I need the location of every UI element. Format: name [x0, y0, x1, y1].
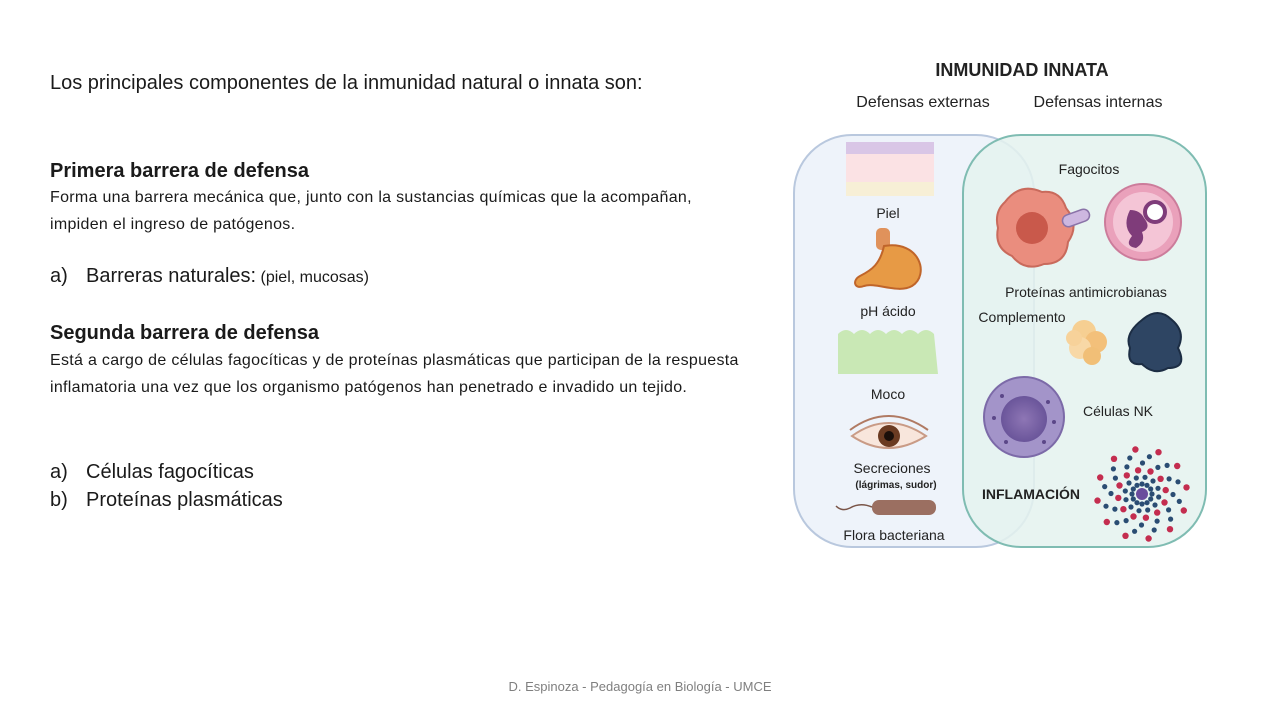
inflammation-dot — [1170, 492, 1175, 497]
inflammation-dot — [1097, 474, 1103, 480]
nk-cell-icon — [984, 377, 1064, 457]
inflammation-dot — [1130, 513, 1136, 519]
list-marker: b) — [50, 489, 68, 511]
inflammation-dot — [1147, 468, 1153, 474]
internal-header: Defensas internas — [1033, 94, 1163, 111]
label-antimicrobial-proteins: Proteínas antimicrobianas — [1005, 284, 1167, 300]
inflammation-dot — [1134, 475, 1139, 480]
inflammation-dot — [1134, 483, 1139, 488]
inflammation-dot — [1131, 486, 1136, 491]
inflammation-dot — [1115, 495, 1121, 501]
label-inflammation: INFLAMACIÓN — [982, 486, 1080, 502]
inflammation-dot — [1183, 484, 1189, 490]
inflammation-dot — [1155, 449, 1161, 455]
label-secretions: Secreciones — [853, 460, 931, 476]
inflammation-dot — [1150, 478, 1155, 483]
inflammation-dot — [1122, 533, 1128, 539]
inflammation-dot — [1154, 509, 1160, 515]
list-marker: a) — [50, 265, 68, 287]
list-label: Barreras naturales: — [86, 265, 257, 287]
inflammation-dot — [1111, 466, 1116, 471]
inflammation-dot — [1124, 472, 1130, 478]
inflammation-dot — [1139, 501, 1144, 506]
inflammation-dot — [1142, 475, 1147, 480]
inflammation-dot — [1155, 486, 1160, 491]
inflammation-dot — [1139, 522, 1144, 527]
inflammation-dot — [1155, 519, 1160, 524]
inflammation-dot — [1145, 535, 1151, 541]
inflammation-dot — [1128, 504, 1133, 509]
inflammation-dot — [1155, 465, 1160, 470]
inflammation-dot — [1149, 491, 1154, 496]
inflammation-dot — [1112, 507, 1117, 512]
inflammation-dot — [1123, 497, 1128, 502]
inflammation-dot — [1174, 463, 1180, 469]
inflammation-dot — [1094, 497, 1100, 503]
inflammation-dot — [1175, 479, 1180, 484]
label-acid-ph: pH ácido — [860, 303, 916, 319]
inflammation-dot — [1148, 486, 1153, 491]
inflammation-dot — [1152, 502, 1157, 507]
inflammation-dot — [1168, 517, 1173, 522]
inflammation-dot — [1129, 491, 1134, 496]
inflammation-dot — [1152, 527, 1157, 532]
skin-icon — [846, 142, 934, 196]
inflammation-dot — [1131, 496, 1136, 501]
inflammation-dot — [1136, 508, 1141, 513]
list-label: Células fagocíticas — [86, 461, 254, 483]
inflammation-dot — [1166, 507, 1171, 512]
label-skin: Piel — [876, 205, 900, 221]
inflammation-dot — [1120, 506, 1126, 512]
neutrophil-icon — [1105, 184, 1181, 260]
list-marker: a) — [50, 461, 68, 483]
list-item — [50, 265, 369, 288]
inflammation-dot — [1167, 526, 1173, 532]
inflammation-dot — [1181, 507, 1187, 513]
inflammation-dot — [1139, 481, 1144, 486]
mucus-icon — [838, 330, 938, 374]
inflammation-center — [1136, 488, 1148, 500]
inflammation-dot — [1134, 500, 1139, 505]
inflammation-dot — [1165, 463, 1170, 468]
label-mucus: Moco — [870, 386, 906, 402]
inflammation-dot — [1161, 499, 1167, 505]
inflammation-dot — [1144, 500, 1149, 505]
inflammation-dot — [1104, 519, 1110, 525]
inflammation-dot — [1103, 504, 1108, 509]
inflammation-dot — [1124, 518, 1129, 523]
first-barrier-title: Primera barrera de defensa — [50, 160, 310, 182]
inflammation-dot — [1135, 467, 1141, 473]
list-note: (piel, mucosas) — [256, 269, 369, 286]
inflammation-dot — [1143, 515, 1149, 521]
inflammation-dot — [1177, 499, 1182, 504]
inflammation-dot — [1108, 491, 1113, 496]
inflammation-dot — [1145, 507, 1150, 512]
inflammation-dot — [1111, 456, 1117, 462]
list-label: Proteínas plasmáticas — [86, 489, 283, 511]
inflammation-dot — [1147, 454, 1152, 459]
inflammation-dot — [1148, 496, 1153, 501]
inflammation-dot — [1140, 460, 1145, 465]
inflammation-dot — [1167, 476, 1172, 481]
first-barrier-text: Forma una barrera mecánica que, junto con la sustancias químicas que la acompañan, impiden el ingreso de patógenos. — [50, 189, 692, 233]
label-complement: Complemento — [978, 309, 1066, 325]
second-barrier-title: Segunda barrera de defensa — [50, 322, 319, 344]
intro-text: Los principales componentes de la inmunidad natural o innata son: — [50, 72, 643, 94]
label-bacterial-flora: Flora bacteriana — [843, 527, 945, 543]
list-item — [50, 489, 283, 512]
inflammation-dot — [1114, 520, 1119, 525]
inflammation-dot — [1127, 455, 1132, 460]
inflammation-dot — [1123, 488, 1128, 493]
inflammation-dot — [1126, 480, 1131, 485]
second-barrier-text: Está a cargo de células fagocíticas y de proteínas plasmáticas que participan de la respuesta inflamatoria una vez que los organismo patógenos han penetrado e invadido un tejido. — [50, 352, 739, 396]
inflammation-dot — [1116, 482, 1122, 488]
inflammation-dot — [1113, 476, 1118, 481]
figure-title: INMUNIDAD INNATA — [935, 60, 1109, 80]
innate-immunity-figure — [780, 50, 1220, 560]
label-phagocytes: Fagocitos — [1058, 161, 1120, 177]
inflammation-dot — [1144, 483, 1149, 488]
inflammation-dot — [1163, 487, 1169, 493]
inflammation-dot — [1156, 494, 1161, 499]
label-secretions-detail: (lágrimas, sudor) — [855, 480, 937, 491]
external-header: Defensas externas — [856, 94, 990, 111]
list-item — [50, 461, 254, 484]
inflammation-dot — [1157, 476, 1163, 482]
footer: D. Espinoza - Pedagogía en Biología - UMCE — [508, 679, 772, 694]
inflammation-dot — [1124, 464, 1129, 469]
label-nk-cells: Células NK — [1082, 403, 1154, 419]
inflammation-dot — [1132, 529, 1137, 534]
inflammation-dot — [1102, 484, 1107, 489]
inflammation-dot — [1132, 446, 1138, 452]
